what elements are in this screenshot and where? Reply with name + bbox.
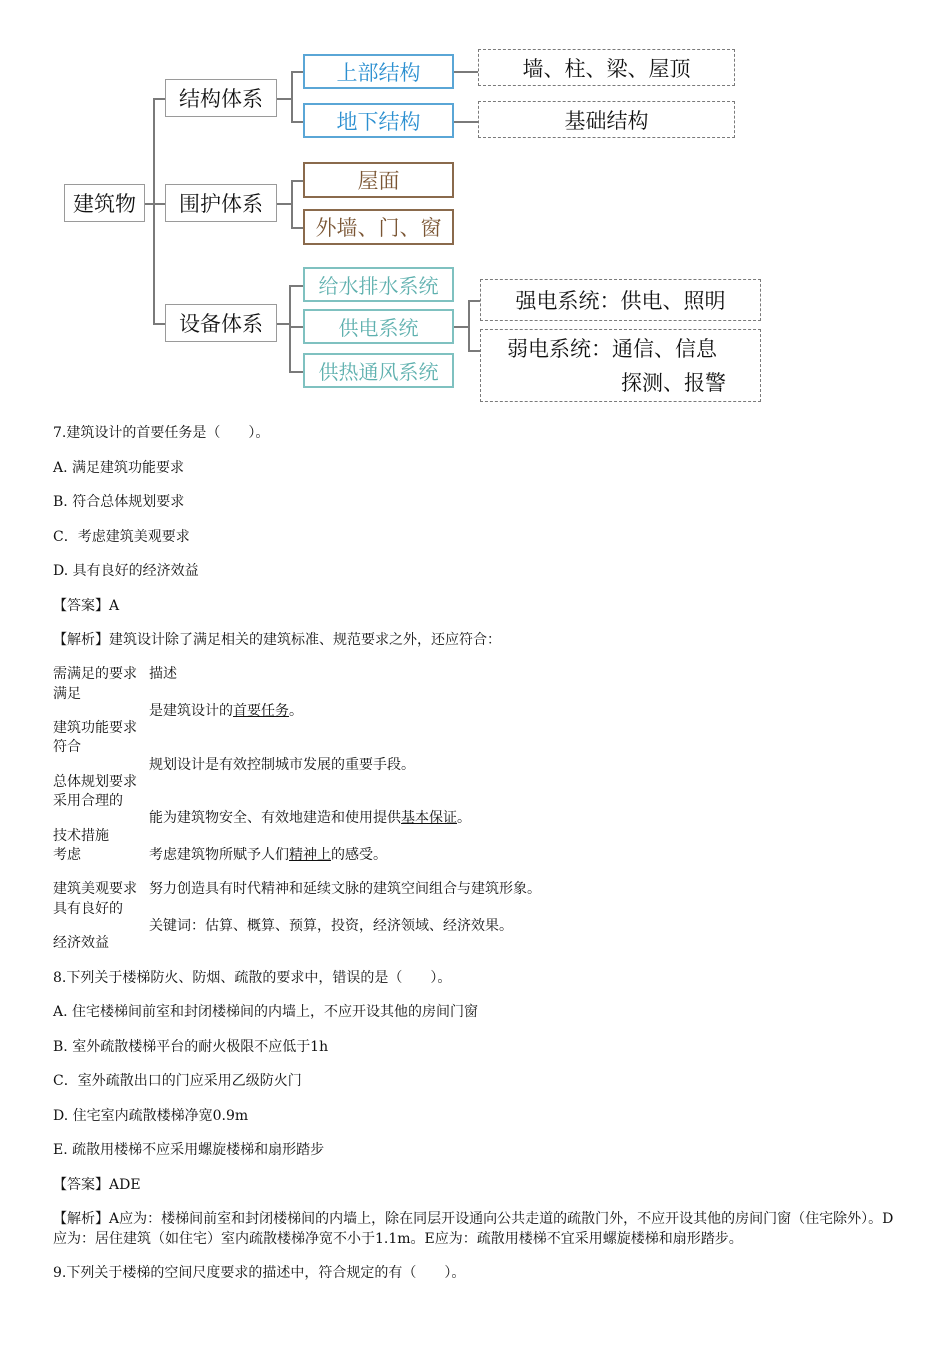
desc-text: 考虑建筑物所赋予人们 [149,847,289,863]
connector [289,371,303,373]
weak-current-line-1: 弱电系统：通信、信息 [507,336,717,361]
underground-structure-detail: 基础结构 [478,101,735,138]
table-row-5-req-line1: 具有良好的 [53,901,123,917]
connector [153,203,165,205]
connector [454,121,478,123]
roof-node: 屋面 [303,162,454,198]
table-row-4-desc-1 [149,845,387,865]
table-row-4-desc-2: 努力创造具有时代精神和延续文脉的建筑空间组合与建筑形象。 [149,881,541,897]
weak-current-detail [480,329,761,402]
table-row-3-req-line2: 技术措施 [53,828,109,844]
q7-option-a: A. 满足建筑功能要求 [53,460,185,476]
connector [153,98,165,100]
table-row-1-desc [149,701,303,721]
water-drainage-node: 给水排水系统 [303,267,454,302]
connector [277,323,289,325]
q8-option-d: D. 住宅室内疏散楼梯净宽0.9m [53,1108,249,1124]
connector [468,350,480,352]
connector [291,180,293,227]
table-row-5-desc: 关键词：估算、概算、预算，投资，经济领域、经济效果。 [149,918,513,934]
connector [289,326,303,328]
desc-underlined: 精神上 [289,847,331,863]
desc-underlined: 首要任务 [233,703,289,719]
table-row-4-req-line1: 考虑 [53,847,81,863]
power-supply-node: 供电系统 [303,309,454,344]
connector [454,326,468,328]
q8-option-e: E. 疏散用楼梯不应采用螺旋楼梯和扇形踏步 [53,1142,325,1158]
q8-question: 8.下列关于楼梯防火、防烟、疏散的要求中，错误的是（ ）。 [53,970,452,986]
heating-ventilation-node: 供热通风系统 [303,353,454,388]
q7-option-b: B. 符合总体规划要求 [53,494,185,510]
q7-analysis: 【解析】建筑设计除了满足相关的建筑标准、规范要求之外，还应符合： [53,632,501,648]
q8-option-c: C．室外疏散出口的门应采用乙级防火门 [53,1073,302,1089]
strong-current-detail: 强电系统：供电、照明 [480,279,761,321]
table-row-2-req-line1: 符合 [53,739,81,755]
building-system-diagram [0,0,950,420]
table-row-1-req-line1: 满足 [53,686,81,702]
q7-question: 7.建筑设计的首要任务是（ ）。 [53,425,270,441]
table-header-requirement: 需满足的要求 [53,666,137,682]
q8-answer: 【答案】ADE [53,1177,141,1193]
connector [291,71,303,73]
q8-option-b: B. 室外疏散楼梯平台的耐火极限不应低于1h [53,1039,329,1055]
connector [289,285,303,287]
structure-system-node: 结构体系 [165,79,277,117]
upper-structure-node: 上部结构 [303,54,454,89]
underground-structure-node: 地下结构 [303,103,454,138]
upper-structure-detail: 墙、柱、梁、屋顶 [478,49,735,86]
table-row-3-req-line1: 采用合理的 [53,793,123,809]
connector [277,203,291,205]
q7-option-c: C．考虑建筑美观要求 [53,529,190,545]
table-row-4-req-line2: 建筑美观要求 [53,881,137,897]
table-row-1-req-line2: 建筑功能要求 [53,720,137,736]
table-row-2-desc: 规划设计是有效控制城市发展的重要手段。 [149,757,415,773]
q7-answer: 【答案】A [53,598,120,614]
q8-analysis: 【解析】A应为：楼梯间前室和封闭楼梯间的内墙上，除在同层开设通向公共走道的疏散门外，不应开设其他的房间门窗（住宅除外）。D应为：居住建筑（如住宅）室内疏散楼梯净宽不小于1.1m。E应为：疏散用楼梯不宜采用螺旋楼梯和扇形踏步。 [53,1211,894,1247]
connector [289,285,291,371]
table-row-3-desc [149,808,471,828]
connector [291,180,303,182]
connector [468,300,480,302]
desc-text: 。 [289,703,303,719]
connector [291,227,303,229]
table-row-5-req-line2: 经济效益 [53,935,109,951]
table-row-2-req-line2: 总体规划要求 [53,774,137,790]
connector [153,98,155,324]
wall-door-window-node: 外墙、门、窗 [303,209,454,245]
desc-text: 的感受。 [331,847,387,863]
q8-option-a: A. 住宅楼梯间前室和封闭楼梯间的内墙上，不应开设其他的房间门窗 [53,1004,479,1020]
desc-text: 。 [457,810,471,826]
connector [153,323,165,325]
connector [145,203,153,205]
connector [277,98,291,100]
connector [454,71,478,73]
connector [468,300,470,350]
table-header-description: 描述 [149,666,177,682]
q7-option-d: D. 具有良好的经济效益 [53,563,199,579]
q9-question: 9.下列关于楼梯的空间尺度要求的描述中，符合规定的有（ ）。 [53,1265,466,1281]
desc-text: 是建筑设计的 [149,703,233,719]
root-node: 建筑物 [64,184,145,222]
connector [291,121,303,123]
desc-text: 能为建筑物安全、有效地建造和使用提供 [149,810,401,826]
enclosure-system-node: 围护体系 [165,184,277,222]
desc-underlined: 基本保证 [401,810,457,826]
equipment-system-node: 设备体系 [165,304,277,342]
weak-current-line-2: 探测、报警 [621,370,726,395]
connector [291,71,293,121]
